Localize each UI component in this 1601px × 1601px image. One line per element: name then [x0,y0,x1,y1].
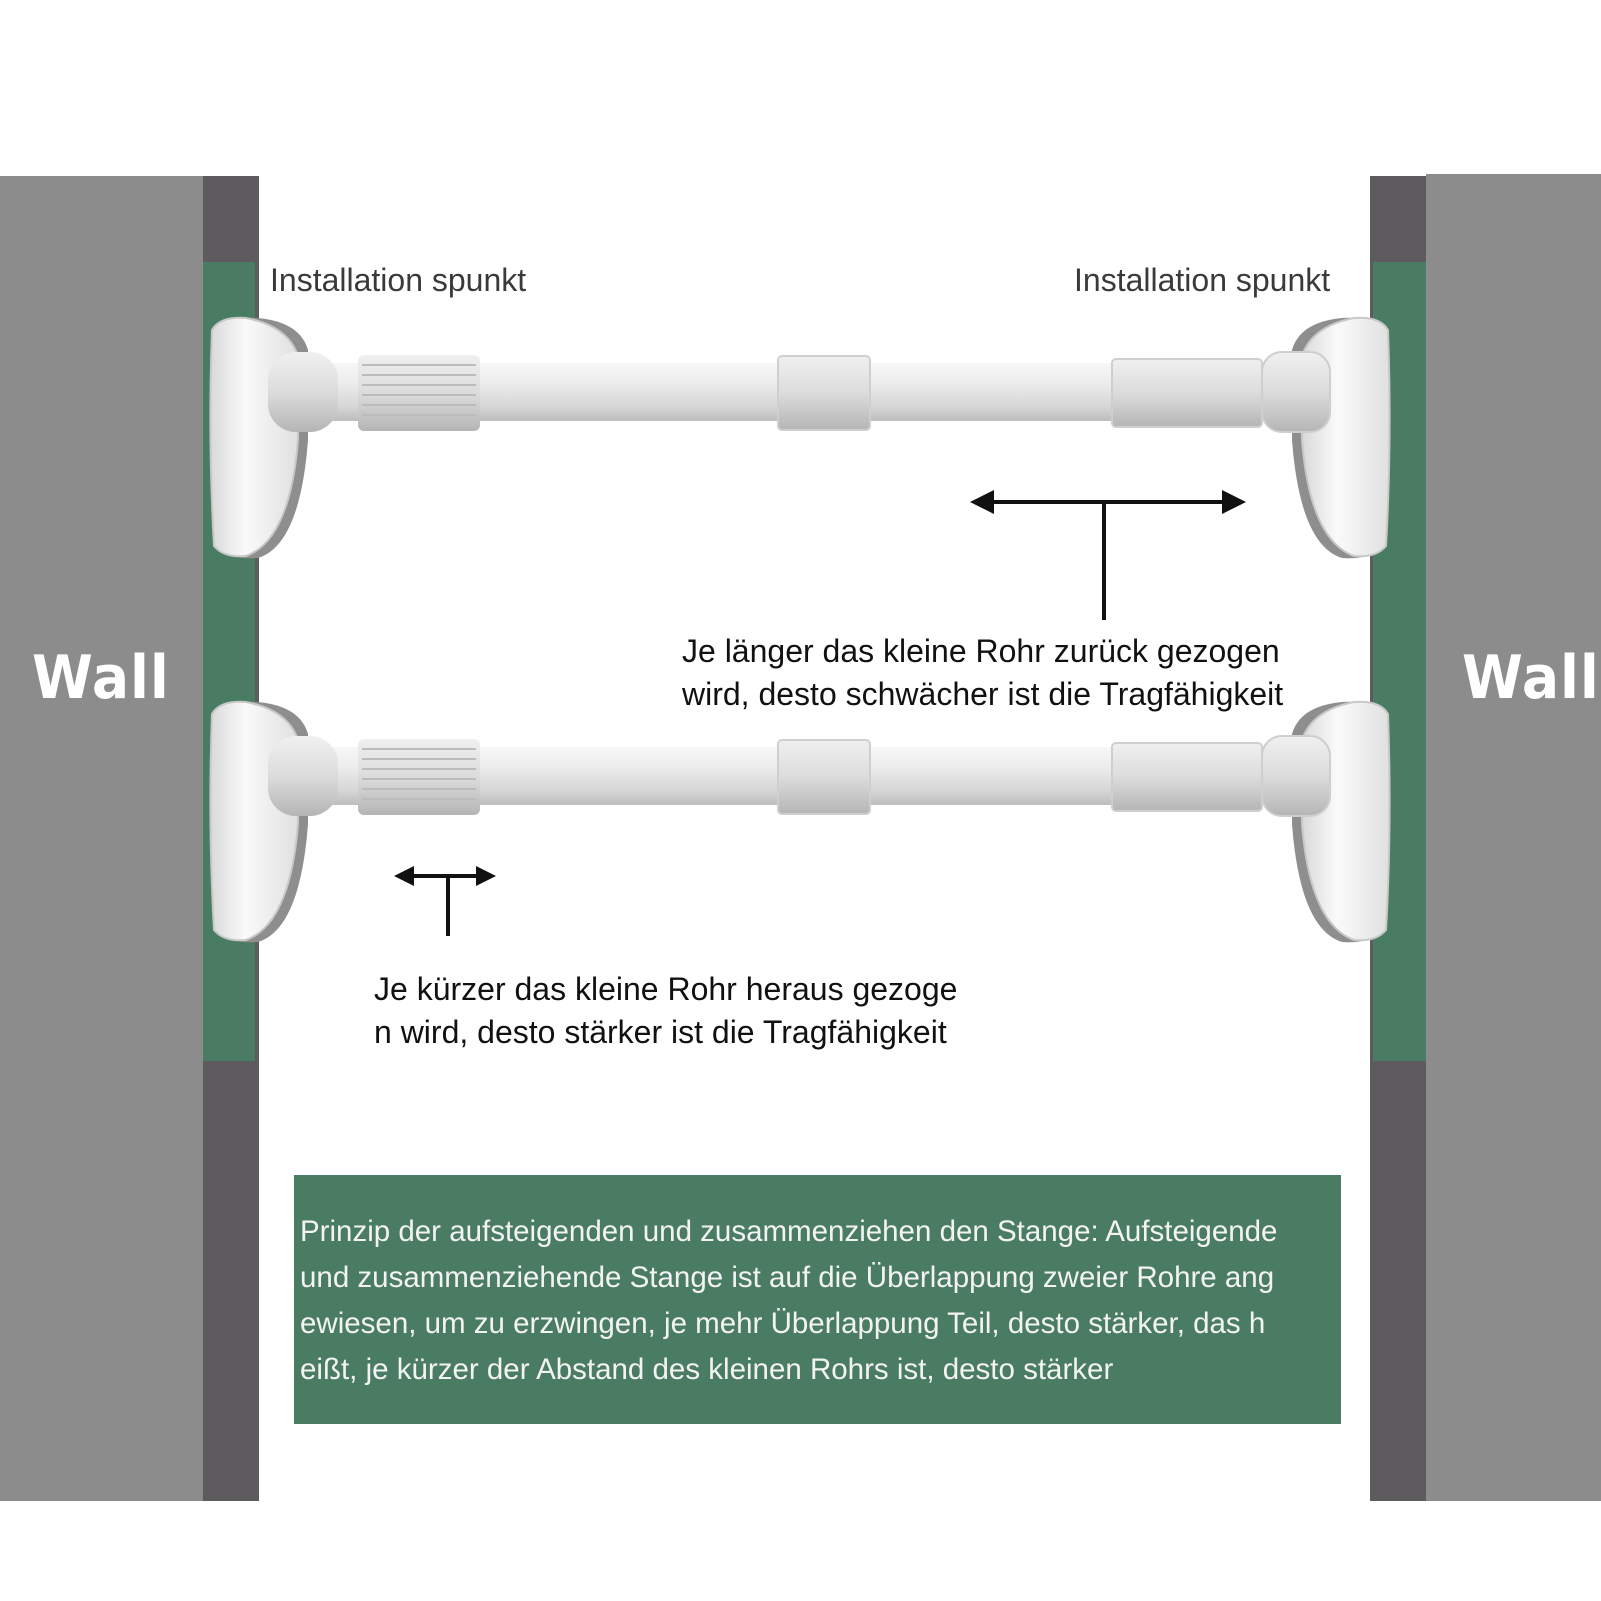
double-arrow-icon [970,490,1246,620]
note-bottom-line: Je kürzer das kleine Rohr heraus gezoge [374,971,958,1007]
principle-line: Prinzip der aufsteigenden und zusammenziehen den Stange: Aufsteigende [300,1215,1278,1248]
left-wall-label: Wall [32,643,170,713]
install-point-right-label: Installation spunkt [1074,262,1331,298]
install-point-left-label: Installation spunkt [270,262,527,298]
right-wall [1370,174,1601,1501]
note-top-line: Je länger das kleine Rohr zurück gezogen [682,633,1280,669]
double-arrow-icon [394,866,496,936]
principle-line: ewiesen, um zu erzwingen, je mehr Überlappung Teil, desto stärker, das h [300,1307,1266,1340]
tension-rod-bottom [210,702,1389,943]
note-top-line: wird, desto schwächer ist die Tragfähigkeit [682,676,1284,712]
principle-line: und zusammenziehende Stange ist auf die Überlappung zweier Rohre ang [300,1261,1275,1294]
right-wall-label: Wall [1462,643,1600,713]
principle-text [300,1209,1277,1393]
note-top [682,630,1283,716]
note-bottom-line: n wird, desto stärker ist die Tragfähigkeit [374,1014,947,1050]
principle-line: eißt, je kürzer der Abstand des kleinen Rohrs ist, desto stärker [300,1353,1114,1386]
principle-info-box [294,1175,1341,1424]
tension-rod-top [210,318,1389,559]
note-bottom [374,968,957,1054]
